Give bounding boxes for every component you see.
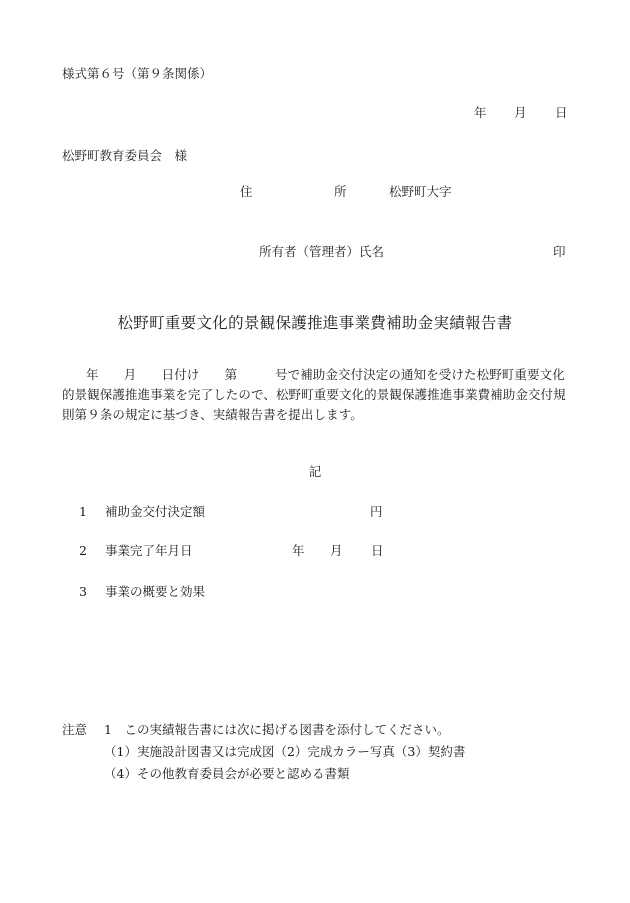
completion-month-label: 月 xyxy=(330,543,343,558)
list-item-subsidy-amount xyxy=(79,506,205,519)
seal-mark: 印 xyxy=(553,244,566,259)
item-number: 3 xyxy=(79,584,87,599)
document-title: 松野町重要文化的景観保護推進事業費補助金実績報告書 xyxy=(117,314,513,332)
body-paragraph: 年 月 日付け 第 号で補助金交付決定の通知を受けた松野町重要文化的景観保護推進事業を完了したので、松野町重要文化的景観保護推進事業費補助金交付規則第９条の規定に基づき、実績報告書を提出します。 xyxy=(62,367,566,422)
item-number: 2 xyxy=(79,543,87,558)
completion-day-label: 日 xyxy=(371,543,384,558)
note-attachment-list-1: （1）実施設計図書又は完成図（2）完成カラー写真（3）契約書 xyxy=(104,744,466,759)
owner-name-label: 所有者（管理者）氏名 xyxy=(259,244,385,259)
item-number: 1 xyxy=(79,504,87,519)
note-label: 注意 xyxy=(62,722,88,737)
recipient: 松野町教育委員会 様 xyxy=(62,148,188,163)
yen-unit: 円 xyxy=(370,504,383,519)
date-month-label: 月 xyxy=(514,105,527,120)
address-label-part-1: 住 xyxy=(240,184,253,199)
form-number: 様式第６号（第９条関係） xyxy=(62,66,213,81)
date-day-label: 日 xyxy=(555,105,568,120)
item-label: 事業の概要と効果 xyxy=(105,584,206,599)
note-text: 1 この実績報告書には次に掲げる図書を添付してください。 xyxy=(104,722,450,737)
item-label: 事業完了年月日 xyxy=(105,543,193,558)
address-label-part-2: 所 xyxy=(334,184,347,199)
list-item-completion-date xyxy=(79,545,193,558)
list-item-overview xyxy=(79,586,205,599)
item-label: 補助金交付決定額 xyxy=(105,504,206,519)
ki-heading: 記 xyxy=(308,464,322,479)
note-attachment-list-2: （4）その他教育委員会が必要と認める書類 xyxy=(104,766,350,781)
address-value: 松野町大字 xyxy=(389,184,452,199)
completion-year-label: 年 xyxy=(292,543,305,558)
date-year-label: 年 xyxy=(474,105,487,120)
